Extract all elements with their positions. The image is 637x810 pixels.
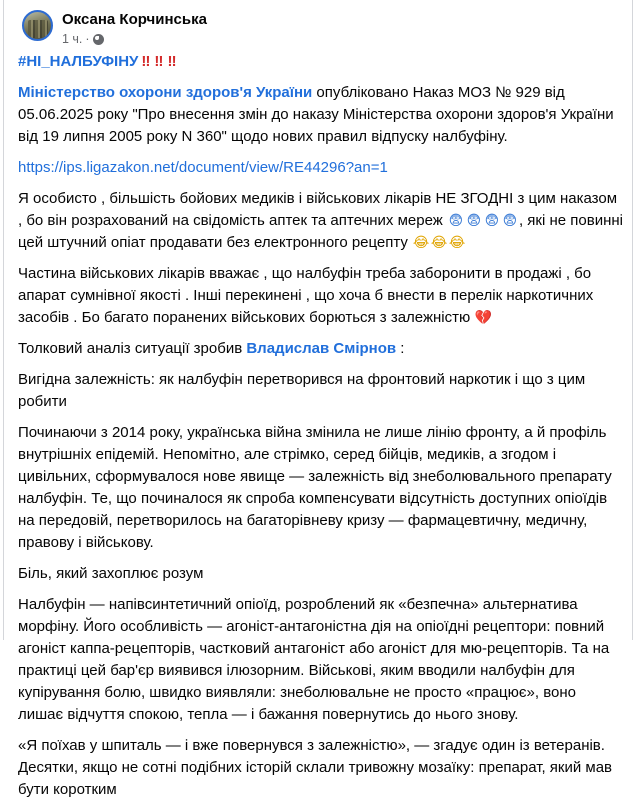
paragraph-opinion xyxy=(18,188,624,254)
ligazakon-link[interactable]: https://ips.ligazakon.net/document/view/RE44296?an=1 xyxy=(18,159,388,176)
fearful-face-icon: 😨 xyxy=(484,213,500,229)
post-meta xyxy=(62,10,207,46)
paragraph-intro: Починаючи з 2014 року, українська війна змінила не лише лінію фронту, а й профіль внутрішніх епідемій. Непомітно, але стрімко, серед бійців, медиків, а згодом і цивільних, сформувалося нове явище — залежність від знеболювального препарату налбуфін. Те, що починалося як спроба компенсувати відсутність доступних опіоїдів на передовій, перетворилось на багаторівневу кризу — фармацевтичну, медичну, правову і військову. xyxy=(18,424,612,551)
double-exclamation-icon: ‼ xyxy=(167,53,175,70)
mention-author-link[interactable]: Владислав Смірнов xyxy=(246,340,397,357)
post-body xyxy=(18,51,624,810)
paragraph-analysis-credit xyxy=(18,338,624,360)
fearful-face-icon: 😨 xyxy=(502,213,518,229)
tears-of-joy-icon: 😂 xyxy=(412,235,430,251)
double-exclamation-icon: ‼ xyxy=(154,53,162,70)
paragraph-text: , які не повинні цей штучний опіат продавати без електронного рецепту xyxy=(18,212,623,251)
section-heading: Біль, який захоплює розум xyxy=(18,565,204,582)
broken-heart-icon: 💔 xyxy=(474,310,493,326)
paragraph-text: Частина військових лікарів вважає , що налбуфін треба заборонити в продажі , бо апарат сумнівної якості . Інші перекинені , що хоча б внести в перелік наркотичних засобів . Бо багато поранених військових борються з залежністю xyxy=(18,265,594,326)
paragraph-nalbuphine: Налбуфін — напівсинтетичний опіоїд, розроблений як «безпечна» альтернатива морфіну. Його особливість — агоніст-антагоністна дія на опіоїдні рецептори: повний агоніст каппа-рецепторів, частковий антагоніст або агоніст для мю-рецепторів. Та на практиці цей бар'єр виявився ілюзорним. Військові, яким вводили налбуфін для купірування болю, швидко виявляли: знеболювальне не просто «працює», воно лишає відчуття спокою, тепла — і бажання повернутись до нього знову. xyxy=(18,596,610,723)
post-timestamp[interactable]: 1 ч. xyxy=(62,32,83,46)
double-exclamation-icon: ‼ xyxy=(141,53,149,70)
paragraph-text: Толковий аналіз ситуації зробив xyxy=(18,340,247,357)
separator-dot: · xyxy=(85,32,90,46)
tears-of-joy-icon: 😂 xyxy=(448,235,466,251)
paragraph-doctors xyxy=(18,263,624,329)
post-card xyxy=(3,0,633,798)
mention-ministry-link[interactable]: Міністерство охорони здоров'я України xyxy=(18,84,313,101)
paragraph-text: опубліковано Наказ МОЗ № 929 від 05.06.2025 року "Про внесення змін до наказу Міністерства охорони здоров'я України від 19 липня 2005 року N 360" щодо нових правил відпуску налбуфіну. xyxy=(18,84,614,145)
hashtag-line xyxy=(18,51,624,73)
paragraph-link xyxy=(18,157,624,179)
post-time-row xyxy=(62,32,207,46)
tears-of-joy-icon: 😂 xyxy=(430,235,448,251)
globe-icon[interactable] xyxy=(93,34,104,45)
post-header xyxy=(22,10,207,46)
paragraph-text: : xyxy=(396,340,405,357)
paragraph-veteran-quote: «Я поїхав у шпиталь — і вже повернувся з залежністю», — згадує один із ветеранів. Десятки, якщо не сотні подібних історій склали тривожну мозаїку: препарат, який мав бути коротким xyxy=(18,737,613,798)
avatar[interactable] xyxy=(22,10,53,41)
fearful-face-icon: 😨 xyxy=(466,213,482,229)
hashtag-link[interactable]: #НІ_НАЛБУФІНУ xyxy=(18,53,139,70)
author-name[interactable]: Оксана Корчинська xyxy=(62,11,207,28)
article-title: Вигідна залежність: як налбуфін перетворився на фронтовий наркотик і що з цим робити xyxy=(18,371,586,410)
paragraph-order xyxy=(18,82,624,148)
fearful-face-icon: 😨 xyxy=(448,213,464,229)
paragraph-text: Я особисто , більшість бойових медиків і військових лікарів НЕ ЗГОДНІ з цим наказом , бо він розрахований на свідомість аптек та аптечних мереж xyxy=(18,190,618,229)
